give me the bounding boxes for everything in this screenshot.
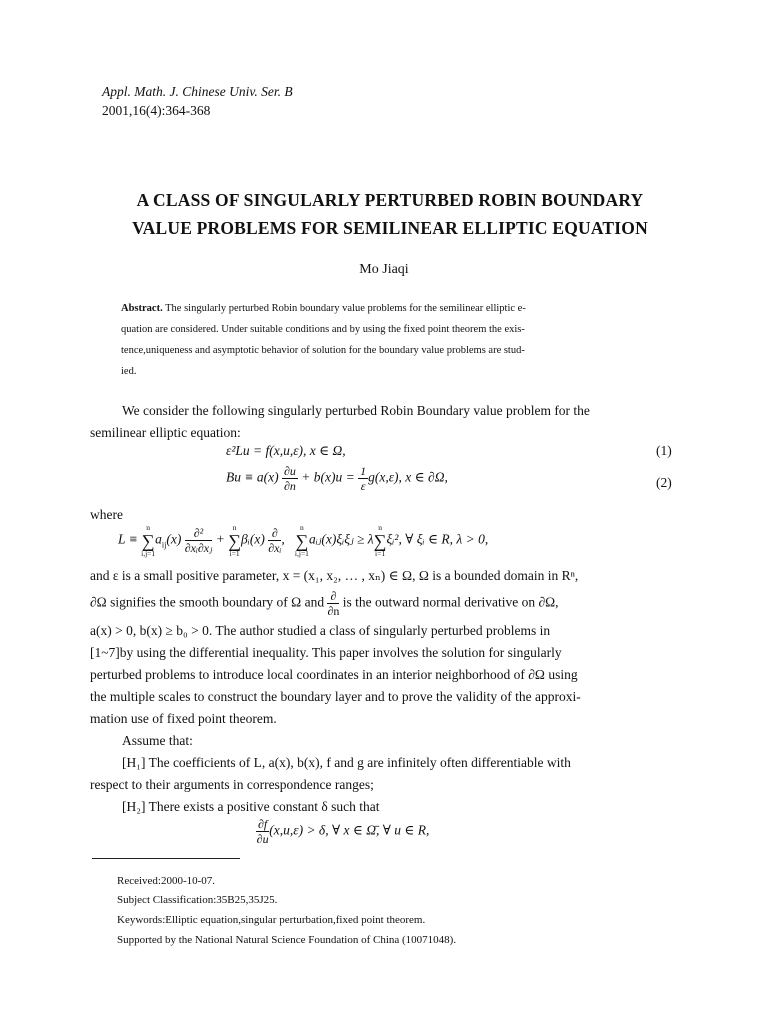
footnote-keywords: Keywords:Elliptic equation,singular perturbation,fixed point theorem. — [117, 914, 426, 926]
sum-symbol: n ∑ i,j=1 — [294, 523, 309, 558]
second-partial-fraction: $\frac{\text{∂²}}{\text{∂xᵢ∂xⱼ}}$ — [184, 526, 213, 555]
volume-pages: 2001,16(4):364-368 — [102, 103, 211, 118]
assume-line: Assume that: — [122, 733, 193, 748]
equation-2: Bu ≡ a(x) $\frac{\partial u}{\partial n}$ + b(x)u = $\frac{1}{\varepsilon}$ g(x,ε), x ∈ ∂Ω, — [226, 464, 448, 493]
paper-title-line-2: VALUE PROBLEMS FOR SEMILINEAR ELLIPTIC EQUATION — [132, 218, 648, 238]
abstract-label: Abstract. — [121, 303, 163, 314]
hypothesis-h2: [H₂] There exists a positive constant δ such that — [122, 799, 380, 814]
footnote-divider — [92, 858, 240, 859]
hypothesis-h1-line-1: [H₁] The coefficients of L, a(x), b(x), f and g are infinitely often differentiable with — [122, 755, 571, 770]
body-line-6: the multiple scales to construct the boundary layer and to prove the validity of the approxi- — [90, 689, 581, 704]
sum-symbol: n ∑ i=1 — [228, 523, 242, 558]
equation-1-number: (1) — [656, 443, 672, 458]
first-partial-fraction: $\frac{\partial}{\text{∂xᵢ}}$ — [268, 526, 282, 555]
sum-symbol: n ∑ i,j=1 — [141, 523, 156, 558]
equation-1: ε²Lu = f(x,u,ε), x ∈ Ω, — [226, 443, 346, 458]
hypothesis-h1-line-2: respect to their arguments in correspondence ranges; — [90, 777, 374, 792]
footnote-support: Supported by the National Natural Science Foundation of China (10071048). — [117, 934, 457, 946]
equation-2-number: (2) — [656, 475, 672, 490]
body-line-1: and ε is a small positive parameter, x = (x₁, x₂, … , xₙ) ∈ Ω, Ω is a bounded domain in Rⁿ, — [90, 568, 579, 583]
body-line-7: mation use of fixed point theorem. — [90, 711, 277, 726]
equation-3: $\frac{\partial f}{\partial u}$ (x,u,ε) > δ, ∀ x ∈ Ω̄, ∀ u ∈ R, — [256, 817, 430, 846]
paper-title-line-1: A CLASS OF SINGULARLY PERTURBED ROBIN BOUNDARY — [136, 190, 644, 210]
body-line-5: perturbed problems to introduce local coordinates in an interior neighborhood of ∂Ω using — [90, 667, 578, 682]
body-line-4: [1~7]by using the differential inequality. This paper involves the solution for singularly — [90, 645, 562, 660]
abstract-line-2: quation are considered. Under suitable conditions and by using the fixed point theorem the exis- — [121, 324, 525, 335]
footnote-classification: Subject Classification:35B25,35J25. — [117, 894, 278, 906]
one-over-epsilon: $\frac{1}{\varepsilon}$ — [360, 464, 367, 493]
partial-f-over-u: $\frac{\partial f}{\partial u}$ — [256, 817, 269, 846]
where-label: where — [90, 507, 123, 522]
author: Mo Jiaqi — [359, 262, 409, 277]
normal-derivative-fraction: $\frac{\partial}{\partial n}$ — [327, 589, 340, 618]
body-line-2: ∂Ω signifies the smooth boundary of Ω and $\frac{\partial}{\partial n}$ is the outward normal derivative on ∂Ω, — [90, 589, 559, 618]
abstract-line-3: tence,uniqueness and asymptotic behavior of solution for the boundary value problems are stud- — [121, 345, 525, 356]
partial-u-over-n: $\frac{\partial u}{\partial n}$ — [283, 464, 296, 493]
intro-line-2: semilinear elliptic equation: — [90, 425, 241, 440]
operator-L-definition: L ≡ n ∑ i,j=1 $a_{ij}(x)$ $\frac{\text{∂²}}{\text{∂xᵢ∂xⱼ}}$ + n ∑ i=1 βᵢ(x) $\frac{\partial}{\text{∂xᵢ}}$ , n ∑ i,j=1 aᵢⱼ(x)ξᵢξⱼ ≥ λ n ∑ i=1 ξᵢ², ∀ ξᵢ ∈ R, λ > 0, — [118, 523, 489, 558]
abstract-line-1: Abstract. The singularly perturbed Robin boundary value problems for the semilinear elliptic e- — [121, 303, 526, 314]
sum-symbol: n ∑ i=1 — [373, 523, 387, 558]
abstract-line-4: ied. — [121, 366, 137, 377]
body-line-3: a(x) > 0, b(x) ≥ b₀ > 0. The author studied a class of singularly perturbed problems in — [90, 623, 551, 638]
intro-line-1: We consider the following singularly perturbed Robin Boundary value problem for the — [122, 403, 590, 418]
journal-name: Appl. Math. J. Chinese Univ. Ser. B — [102, 84, 293, 99]
footnote-received: Received:2000-10-07. — [117, 875, 216, 887]
abstract — [121, 298, 681, 382]
